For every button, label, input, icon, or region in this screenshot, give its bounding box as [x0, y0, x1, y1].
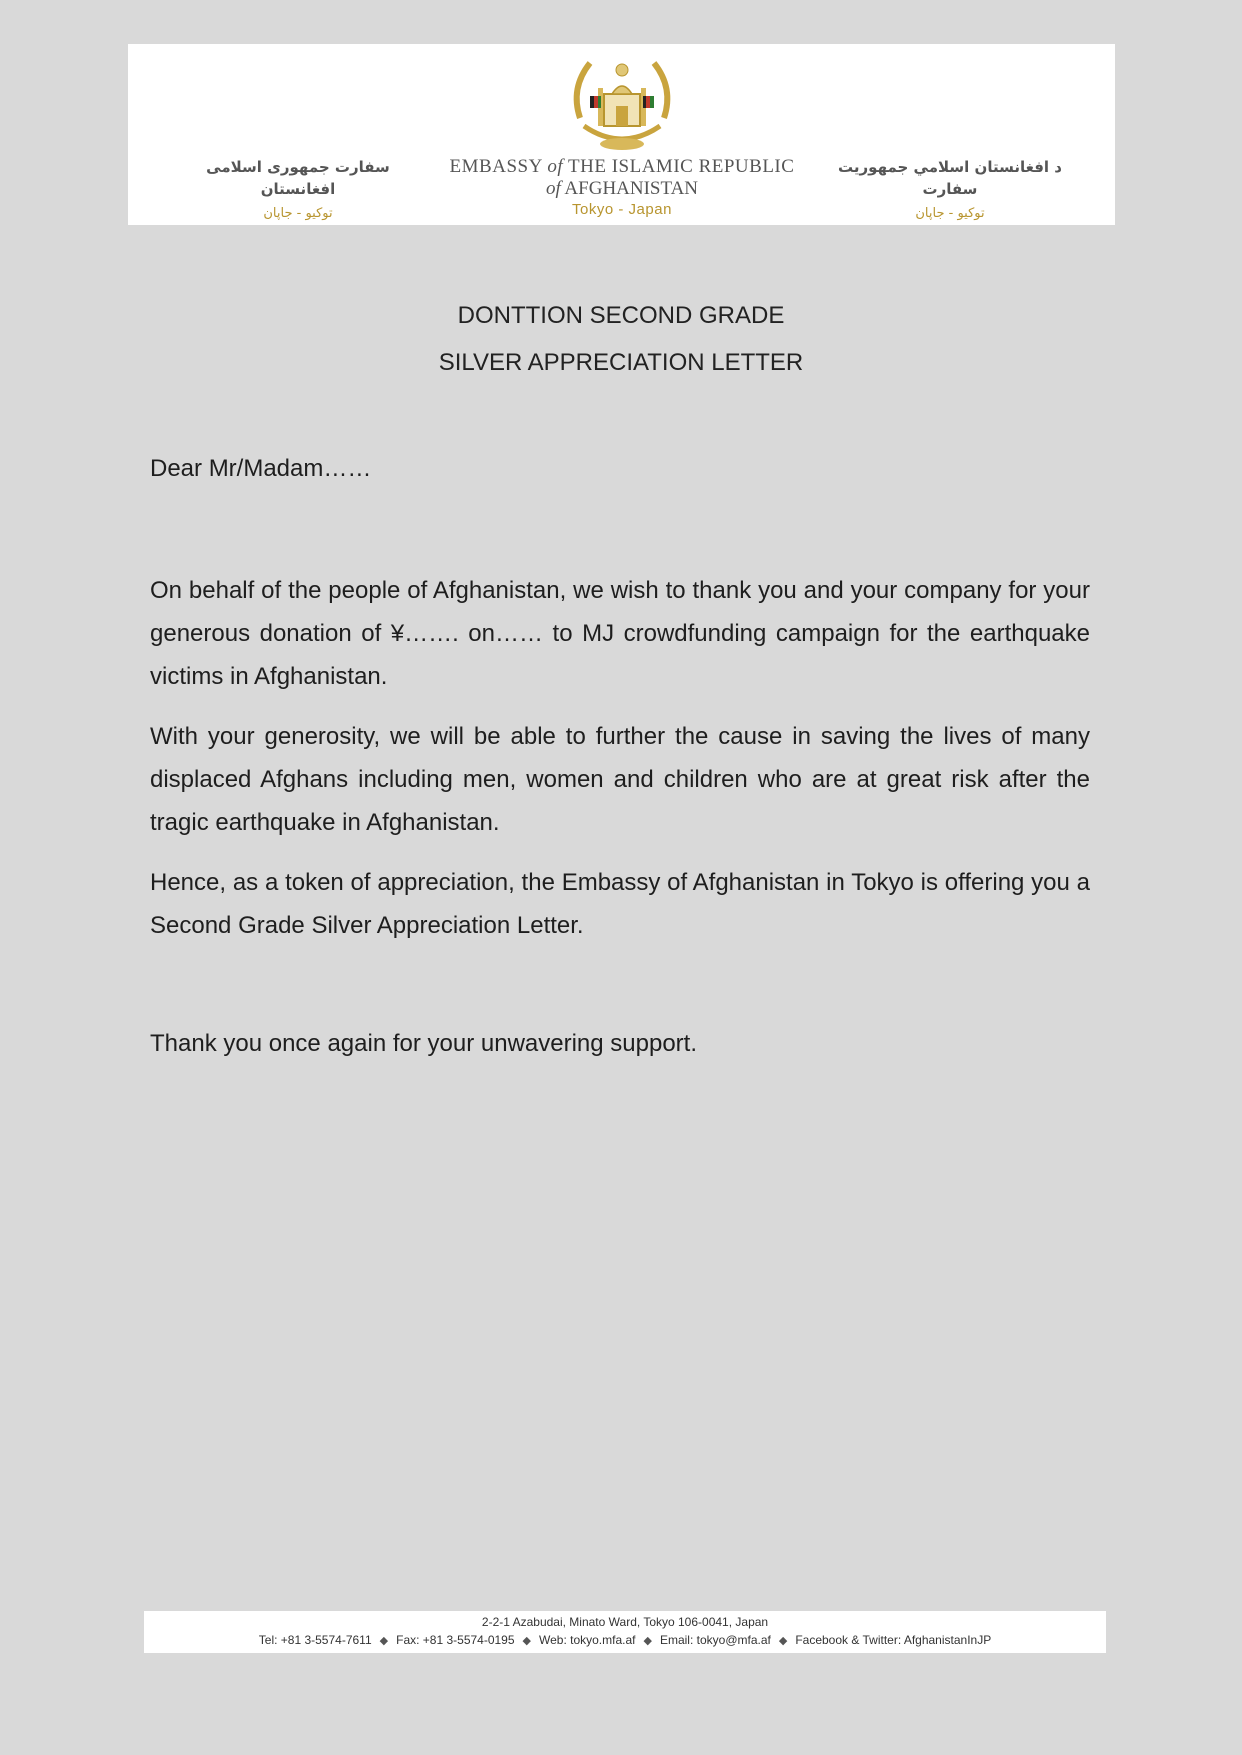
- footer-address: 2-2-1 Azabudai, Minato Ward, Tokyo 106-0041, Japan: [481, 1615, 769, 1629]
- letter-title-line1: DONTTION SECOND GRADE: [457, 302, 785, 329]
- footer: [144, 1611, 1106, 1653]
- footer-email[interactable]: Email: tokyo@mfa.af: [659, 1633, 771, 1647]
- embassy-name-dari: سفارت جمهوری اسلامی افغانستان: [206, 158, 390, 198]
- diamond-icon: ◆: [522, 1635, 531, 1647]
- footer-fax: Fax: +81 3-5574-0195: [396, 1633, 515, 1647]
- diamond-icon: ◆: [379, 1635, 389, 1647]
- footer-social: Facebook & Twitter: AfghanistanInJP: [795, 1633, 992, 1647]
- diamond-icon: ◆: [643, 1635, 652, 1647]
- embassy-location: Tokyo - Japan: [572, 201, 672, 218]
- embassy-name-line1: EMBASSY of THE ISLAMIC REPUBLIC: [449, 156, 795, 177]
- paragraph-2: With your generosity, we will be able to further the cause in saving the lives of many displaced Afghans including men, women and children who are at great risk after the tragic earthquake in Afghanistan.: [150, 723, 1090, 836]
- footer-tel: Tel: +81 3-5574-7611: [258, 1633, 372, 1647]
- city-dari: توکیو - جاپان: [263, 206, 333, 221]
- letter-title-line2: SILVER APPRECIATION LETTER: [438, 349, 804, 376]
- letterhead: [128, 44, 1115, 225]
- salutation: Dear Mr/Madam……: [150, 455, 372, 482]
- city-pashto: توکیو - جاپان: [915, 206, 985, 221]
- embassy-name-line2: of AFGHANISTAN: [545, 178, 699, 199]
- closing-line: Thank you once again for your unwavering support.: [150, 1030, 697, 1057]
- letterhead-dari: [178, 156, 418, 228]
- letterhead-pashto: [830, 156, 1070, 228]
- diamond-icon: ◆: [778, 1635, 788, 1647]
- footer-web[interactable]: Web: tokyo.mfa.af: [539, 1633, 636, 1647]
- afghanistan-emblem-icon: [560, 48, 684, 156]
- footer-contacts: [144, 1631, 1106, 1650]
- letterhead-english: [428, 156, 816, 220]
- paragraph-3: Hence, as a token of appreciation, the Embassy of Afghanistan in Tokyo is offering you a Second Grade Silver Appreciation Letter.: [150, 869, 1090, 939]
- paragraph-1: On behalf of the people of Afghanistan, we wish to thank you and your company for your generous donation of ¥……. on…… to MJ crowdfunding campaign for the earthquake victims in Afghanistan.: [150, 577, 1090, 690]
- embassy-name-pashto: د افغانستان اسلامي جمهوریت سفارت: [838, 158, 1062, 198]
